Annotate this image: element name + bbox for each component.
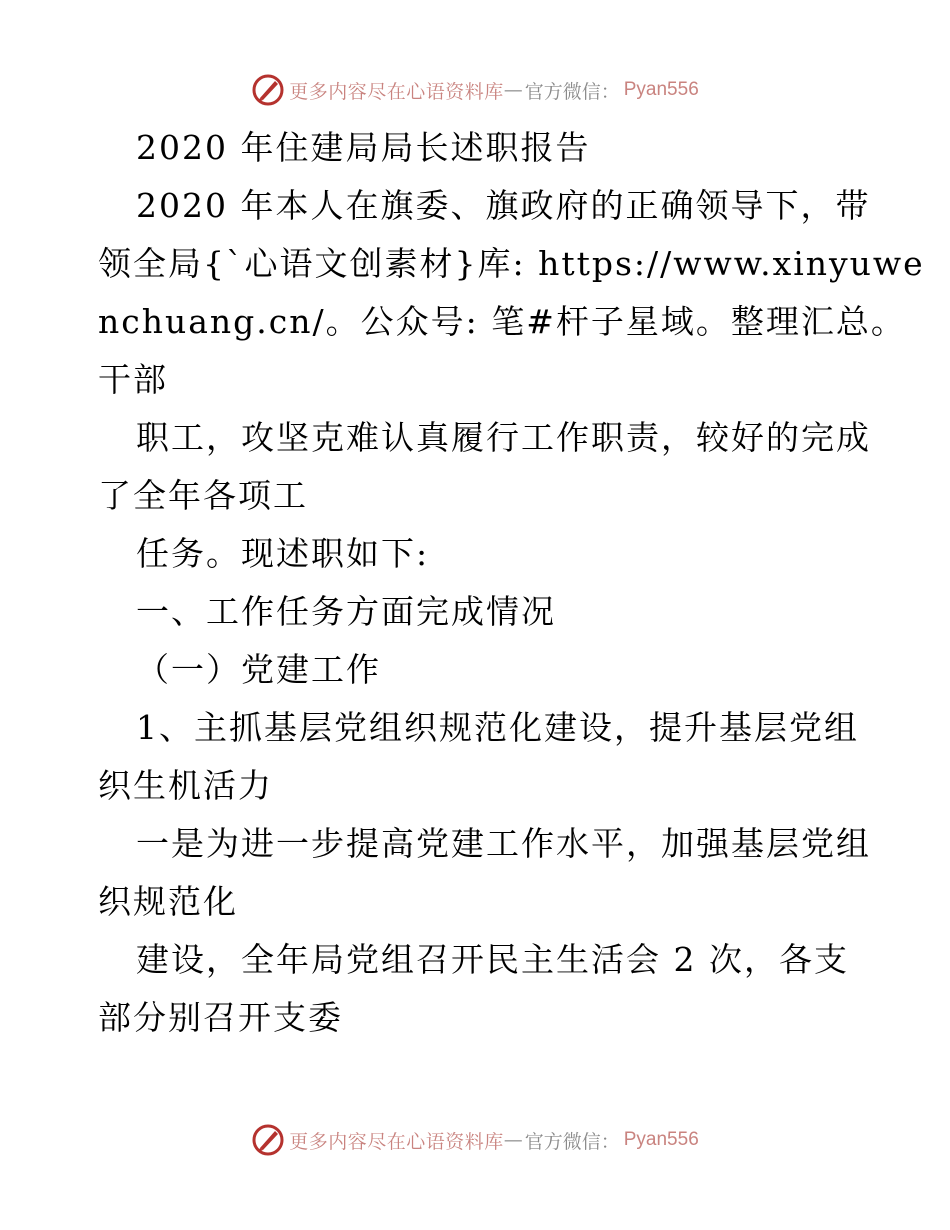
paragraph-line: 2020 年本人在旗委、旗政府的正确领导下，带 — [136, 186, 871, 225]
banner-separator: — — [503, 79, 523, 101]
banner-wechat-label: 官方微信： — [524, 80, 620, 103]
paragraph-line: nchuang.cn/。公众号: 笔#杆子星域。整理汇总。 — [98, 302, 906, 341]
paragraph-line: 领全局{`心语文创素材}库: https://www.xinyuwe — [98, 244, 925, 283]
section-heading: 一、工作任务方面完成情况 — [136, 592, 556, 631]
paragraph-line: 一是为进一步提高党建工作水平，加强基层党组 — [136, 824, 871, 863]
paragraph-line: 建设，全年局党组召开民主生活会 2 次，各支 — [136, 940, 849, 979]
paragraph-line: 织规范化 — [98, 882, 238, 921]
banner-wechat-id: Pyan556 — [623, 1129, 699, 1150]
pen-logo-icon — [251, 1123, 285, 1157]
paragraph-line: 任务。现述职如下: — [136, 534, 430, 573]
pen-logo-icon — [251, 73, 285, 107]
paragraph-line: 部分别召开支委 — [98, 998, 343, 1037]
banner-text: 更多内容尽在心语资料库 — [289, 1130, 504, 1153]
paragraph-line: 织生机活力 — [98, 766, 273, 805]
paragraph-line: 职工，攻坚克难认真履行工作职责，较好的完成 — [136, 418, 871, 457]
banner-separator: — — [503, 1129, 523, 1151]
paragraph-line: 干部 — [98, 360, 168, 399]
paragraph-line: 了全年各项工 — [98, 476, 308, 515]
header-watermark-banner — [0, 70, 950, 110]
banner-text: 更多内容尽在心语资料库 — [289, 80, 504, 103]
banner-wechat-id: Pyan556 — [623, 79, 699, 100]
document-title: 2020 年住建局局长述职报告 — [136, 128, 591, 167]
subsection-heading: （一）党建工作 — [136, 650, 381, 689]
footer-watermark-banner — [0, 1120, 950, 1160]
paragraph-line: 1、主抓基层党组织规范化建设，提升基层党组 — [136, 708, 859, 747]
banner-wechat-label: 官方微信： — [524, 1130, 620, 1153]
